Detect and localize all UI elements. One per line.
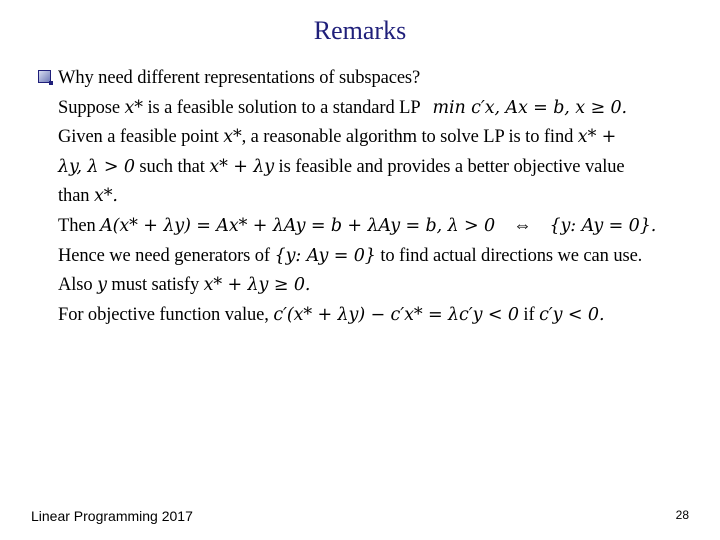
text-segment: must satisfy: [106, 275, 204, 296]
page-number: 28: [675, 508, 689, 522]
math-segment: x*.: [93, 186, 118, 207]
line-objective: [58, 301, 708, 331]
line-suppose: [58, 94, 708, 124]
line-than: [58, 182, 708, 212]
math-segment: min c′x, Ax = b, x ≥ 0.: [432, 97, 627, 118]
text-segment: is a feasible solution to a standard LP: [142, 97, 421, 118]
footer-course-title: Linear Programming 2017: [31, 508, 193, 524]
slide-title: Remarks: [313, 16, 407, 45]
math-segment: y: [97, 275, 107, 296]
slide-body: [58, 64, 708, 330]
math-segment: x* + λy: [209, 156, 275, 177]
line-lambda: [58, 153, 708, 183]
line-then: [58, 212, 708, 242]
text-segment: , a reasonable algorithm to solve LP is to find: [241, 127, 578, 148]
text-segment: For objective function value,: [58, 304, 274, 325]
text-segment: is feasible and provides a better objective value: [274, 156, 625, 177]
text-segment: than: [58, 186, 94, 207]
text-segment: to find actual directions we can use.: [375, 245, 643, 266]
math-segment: x*: [124, 97, 143, 118]
bullet-icon: [38, 70, 51, 83]
line-also: [58, 271, 708, 301]
math-segment: x*: [223, 127, 242, 148]
text-segment: such that: [134, 156, 210, 177]
text-segment: Suppose: [58, 97, 125, 118]
equivalence-symbol: ⇔: [513, 215, 532, 236]
text-segment: if: [518, 304, 540, 325]
math-segment: A(x* + λy) = Ax* + λAy = b + λAy = b, λ > 0: [100, 215, 496, 236]
math-segment: x* +: [577, 127, 617, 148]
math-segment: x* + λy ≥ 0.: [203, 275, 311, 296]
text-segment: Hence we need generators of: [58, 245, 275, 266]
text-segment: Given a feasible point: [58, 127, 224, 148]
line-given: [58, 123, 708, 153]
math-segment: λy, λ > 0: [58, 156, 135, 177]
math-segment: {y: Ay = 0}: [274, 245, 376, 266]
text-segment: Then: [58, 215, 101, 236]
line-question: [58, 64, 708, 94]
text-segment: Also: [58, 275, 98, 296]
question-text: Why need different representations of subspaces?: [58, 68, 421, 88]
math-segment: {y: Ay = 0}.: [549, 215, 657, 236]
math-segment: c′y < 0.: [539, 304, 605, 325]
line-hence: [58, 242, 708, 272]
math-segment: c′(x* + λy) − c′x* = λc′y < 0: [273, 304, 519, 325]
